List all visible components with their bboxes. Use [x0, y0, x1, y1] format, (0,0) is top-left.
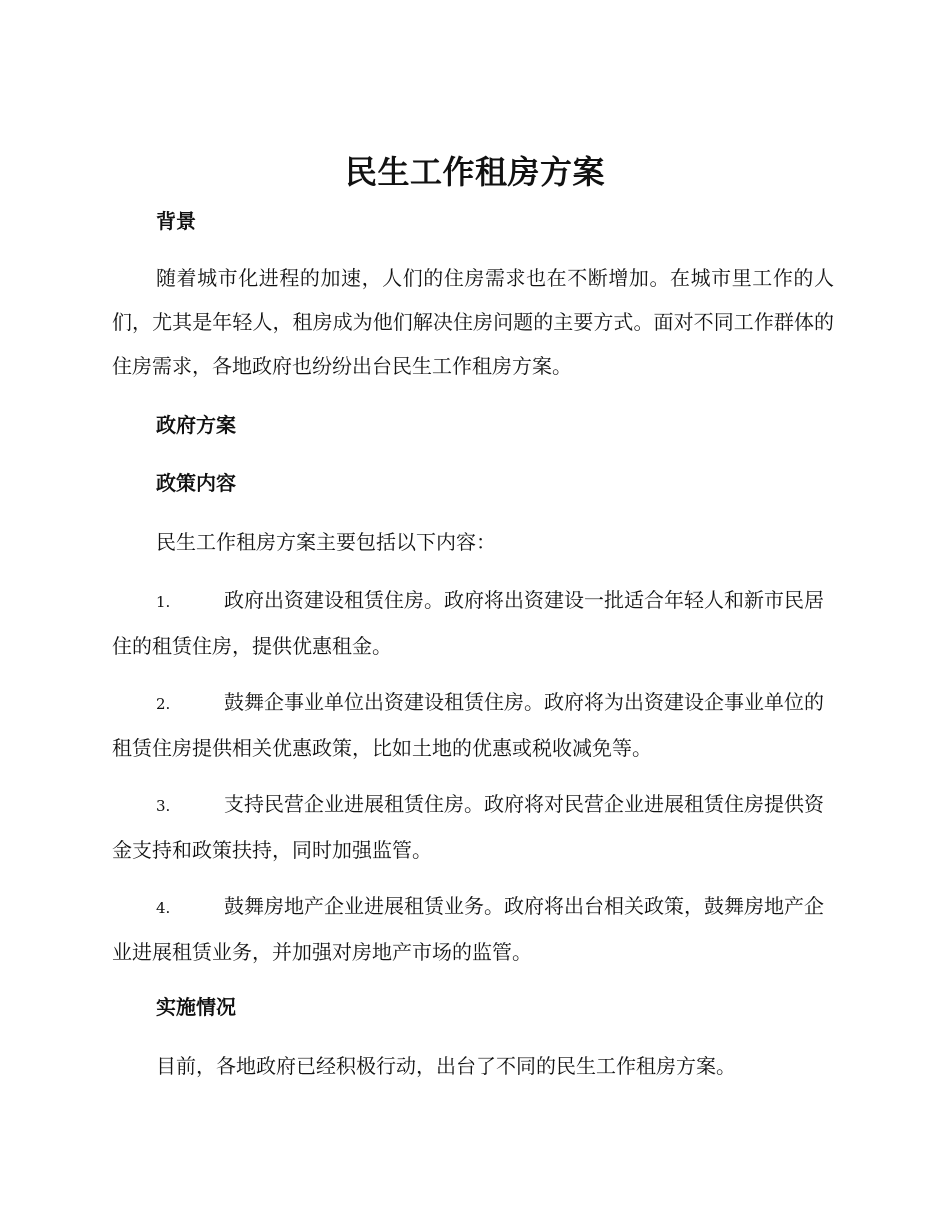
list-item: [112, 884, 834, 974]
policy-intro-paragraph: 民生工作租房方案主要包括以下内容：: [156, 530, 496, 554]
section-heading-policy-content: 政策内容: [156, 471, 236, 495]
list-item-text: 政府出资建设租赁住房。政府将出资建设一批适合年轻人和新市民居住的租赁住房，提供优惠租金。: [112, 588, 824, 658]
list-item: [112, 578, 834, 668]
list-item: [112, 782, 834, 872]
list-item-number: 2.: [156, 695, 171, 713]
list-item-text: 鼓舞企事业单位出资建设租赁住房。政府将为出资建设企事业单位的租赁住房提供相关优惠政策，比如土地的优惠或税收减免等。: [112, 690, 824, 760]
section-heading-government-plan: 政府方案: [156, 413, 236, 437]
list-item-number: 3.: [156, 797, 171, 815]
implementation-paragraph: 目前，各地政府已经积极行动，出台了不同的民生工作租房方案。: [156, 1054, 736, 1078]
background-paragraph: 随着城市化进程的加速，人们的住房需求也在不断增加。在城市里工作的人们，尤其是年轻人，租房成为他们解决住房问题的主要方式。面对不同工作群体的住房需求，各地政府也纷纷出台民生工作租房方案。: [112, 266, 834, 378]
section-heading-implementation: 实施情况: [156, 995, 236, 1019]
document-title: 民生工作租房方案: [344, 153, 605, 191]
list-item-number: 1.: [156, 593, 171, 611]
list-item: [112, 680, 834, 770]
section-heading-background: 背景: [156, 209, 196, 233]
list-item-number: 4.: [156, 899, 171, 917]
list-item-text: 支持民营企业进展租赁住房。政府将对民营企业进展租赁住房提供资金支持和政策扶持，同时加强监管。: [112, 792, 824, 862]
list-item-text: 鼓舞房地产企业进展租赁业务。政府将出台相关政策，鼓舞房地产企业进展租赁业务，并加强对房地产市场的监管。: [112, 894, 824, 964]
